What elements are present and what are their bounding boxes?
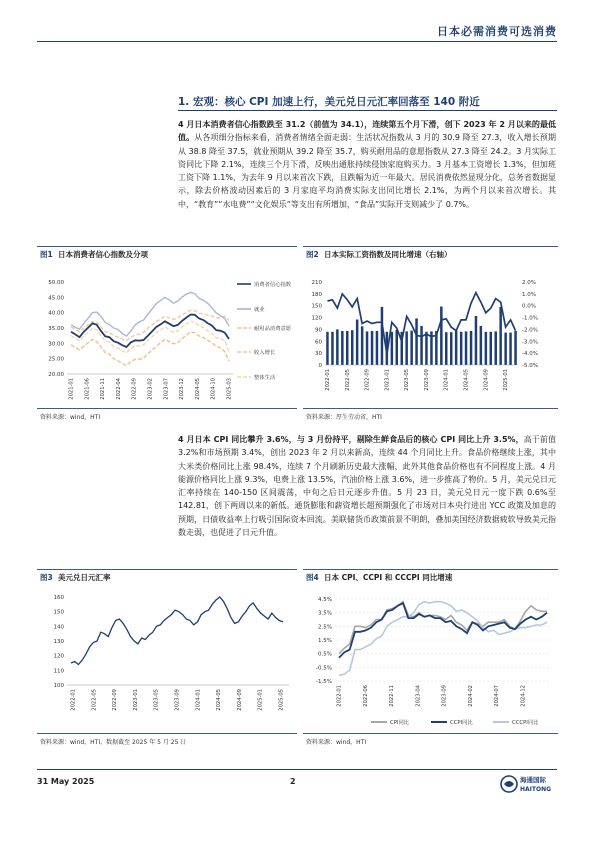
- fig1-x-tick: 2021-11: [100, 378, 107, 400]
- fig2-bar: [465, 331, 468, 365]
- fig2-bar: [376, 331, 379, 365]
- fig1-top-rule: [37, 246, 297, 247]
- fig3-source: 资料来源：wind，HTI，数据截至 2025 年 5 月 25 日: [40, 739, 187, 746]
- fig4-y-tick: 0.5%: [318, 651, 332, 658]
- fig4-x-tick: 2023-09: [441, 685, 448, 707]
- fig4-y-tick: 4.5%: [318, 597, 332, 603]
- fig4-chart: [303, 585, 558, 730]
- fig1-source: 资料来源：wind，HTI: [40, 414, 101, 421]
- fig2-bar: [499, 307, 502, 365]
- fig2-x-tick: 2023-01: [384, 369, 391, 391]
- fig1-y-tick: 35.00: [48, 326, 64, 332]
- fig1-series-line: [71, 332, 229, 365]
- fig3-number: 图3: [40, 573, 53, 582]
- fig4-y-tick: 1.5%: [318, 638, 332, 644]
- fig2-y2-tick: -1.0%: [522, 315, 538, 322]
- haitong-logo-icon: [500, 773, 558, 795]
- fig2-bar: [504, 333, 507, 365]
- fig4-title: [306, 572, 452, 583]
- fig2-y2-tick: -2.0%: [522, 327, 538, 334]
- fig3-x-tick: 2022-01: [70, 689, 77, 711]
- fig3-y-tick: 130: [53, 639, 64, 645]
- fig2-bar: [331, 332, 334, 365]
- fig1-title: [40, 249, 148, 260]
- fig4-legend-label: CPI同比: [390, 720, 410, 726]
- fig2-x-tick: 2024-09: [483, 369, 490, 391]
- paragraph-consumer-confidence: [178, 118, 556, 211]
- fig1-x-tick: 2025-03: [226, 378, 233, 400]
- fig1-x-tick: 2023-02: [147, 378, 154, 400]
- fig1-y-tick: 25.00: [48, 356, 64, 363]
- fig3-title: [40, 572, 110, 583]
- fig3-x-tick: 2024-01: [195, 689, 202, 711]
- fig3-x-tick: 2025-05: [278, 689, 285, 711]
- fig2-bar: [410, 331, 413, 365]
- fig2-x-tick: 2023-05: [404, 369, 411, 391]
- fig2-bar: [371, 331, 374, 365]
- footer-divider: [37, 769, 557, 770]
- header-divider: [37, 41, 557, 42]
- fig4-number: 图4: [306, 573, 319, 582]
- fig4-y-tick: 3.5%: [318, 610, 332, 617]
- fig1-series-line: [71, 321, 229, 353]
- fig1-title-text: 日本消费者信心指数及分项: [57, 250, 148, 259]
- fig3-chart: [37, 585, 297, 730]
- fig2-bar: [391, 332, 394, 365]
- fig2-x-tick: 2023-09: [423, 369, 430, 391]
- fig3-y-tick: 120: [53, 653, 64, 660]
- fig2-chart: [303, 262, 558, 407]
- fig1-legend-label: 耐用品消费意愿: [254, 326, 292, 332]
- haitong-logo: [500, 773, 558, 795]
- fig3-y-tick: 100: [53, 683, 64, 689]
- fig4-x-tick: 2024-12: [520, 685, 527, 707]
- paragraph-cpi: [178, 433, 556, 539]
- fig2-bar: [425, 332, 428, 365]
- section-divider: [178, 110, 557, 111]
- fig4-x-tick: 2022-06: [362, 685, 369, 707]
- fig2-bar: [445, 332, 448, 365]
- fig3-x-tick: 2025-01: [257, 689, 264, 711]
- fig1-x-tick: 2022-09: [131, 378, 138, 400]
- fig2-y-tick: 0: [318, 363, 322, 369]
- fig2-x-tick: 2024-05: [463, 369, 470, 391]
- fig4-y-tick: -0.5%: [316, 665, 332, 672]
- fig4-y-tick: 2.5%: [318, 624, 332, 631]
- fig2-x-tick: 2022-01: [324, 369, 331, 391]
- fig3-y-tick: 110: [53, 668, 64, 675]
- fig2-y2-tick: 1.0%: [522, 291, 536, 298]
- fig2-bar: [415, 318, 418, 365]
- fig4-x-tick: 2022-01: [336, 685, 343, 707]
- fig2-title: [306, 249, 451, 260]
- fig4-series-line: [339, 603, 547, 658]
- fig4-x-tick: 2024-07: [494, 685, 501, 707]
- fig1-series-line: [71, 310, 229, 340]
- report-date: 31 May 2025: [37, 777, 95, 786]
- fig2-bar: [470, 331, 473, 365]
- section-heading: 1. 宏观：核心 CPI 加速上行，美元兑日元汇率回落至 140 附近: [178, 96, 480, 108]
- fig2-bar: [366, 331, 369, 365]
- fig1-chart: [37, 262, 297, 407]
- fig1-y-tick: 50.00: [48, 280, 64, 286]
- fig2-bar: [480, 326, 483, 365]
- fig2-bar: [485, 332, 488, 365]
- fig3-bottom-rule: [37, 733, 297, 734]
- fig2-y-tick: 180: [311, 291, 322, 298]
- fig4-title-text: 日本 CPI、CCPI 和 CCCPI 同比增速: [323, 573, 453, 582]
- fig3-y-tick: 150: [53, 609, 64, 616]
- fig2-bar: [381, 307, 384, 365]
- fig2-bar: [326, 332, 329, 365]
- fig4-legend-label: CCCPI同比: [512, 720, 539, 726]
- fig2-bar: [514, 331, 517, 365]
- fig2-x-tick: 2022-05: [344, 369, 351, 391]
- fig1-y-tick: 45.00: [48, 295, 64, 302]
- fig1-x-tick: 2023-07: [163, 378, 170, 400]
- fig1-x-tick: 2024-10: [210, 378, 217, 400]
- fig2-number: 图2: [306, 250, 319, 259]
- fig3-x-tick: 2022-05: [91, 689, 98, 711]
- fig4-y-tick: -1.5%: [316, 679, 332, 685]
- fig2-y2-tick: 0.0%: [522, 303, 536, 310]
- fig2-bottom-rule: [303, 408, 558, 409]
- fig3-x-tick: 2023-09: [174, 689, 181, 711]
- logo-en-text: HAITONG: [520, 786, 552, 793]
- fig3-y-tick: 160: [53, 595, 64, 601]
- fig2-title-text: 日本实际工资指数及同比增速（右轴）: [323, 250, 452, 259]
- fig3-x-tick: 2024-09: [236, 689, 243, 711]
- fig2-bar: [351, 330, 354, 365]
- fig2-y2-tick: -3.0%: [522, 339, 538, 346]
- fig3-x-tick: 2023-01: [132, 689, 139, 711]
- fig1-x-tick: 2021-06: [84, 378, 91, 400]
- fig2-x-tick: 2025-01: [503, 369, 510, 391]
- fig4-source: 资料来源：wind，HTI: [306, 739, 367, 746]
- fig2-y-tick: 30: [315, 351, 322, 358]
- fig4-x-tick: 2023-04: [415, 685, 422, 707]
- fig2-bar: [460, 332, 463, 365]
- logo-cn-text: 海通国际: [520, 776, 546, 784]
- fig1-legend-label: 整体生活: [254, 375, 276, 381]
- fig1-bottom-rule: [37, 408, 297, 409]
- fig4-x-tick: 2022-11: [389, 685, 396, 707]
- fig3-x-tick: 2024-05: [216, 689, 223, 711]
- paragraph-body: 高于前值 3.2%和市场预期 3.4%，创出 2023 年 2 月以来新高，连续 44 个月同比上升。食品价格继续上涨，其中大米类价格同比上涨 98.4%，连续 7 个月刷新历史最大涨幅，此外其他食品价格也有不同程度上涨。4 月能源价格同比上涨 9.3%，电费上涨 13.5%，汽油价格上涨 3.6%，进一步推高了物价。5 月，美元兑日元汇率持续在 140-150 区间震荡，中旬之后日元逐步升值。5 月 23 日，美元兑日元一度下跌 0.6%至 142.81，创下两周以来的新低。通货膨胀和薪资增长超预期强化了市场对日本央行进出 YCC 政策及加息的预期，日债收益率上行吸引国际资本回流。美联储货币政策前景不明朗，叠加美国经济数据疲软导致美元指数走弱，也促进了日元升值。: [178, 435, 556, 538]
- fig1-y-tick: 40.00: [48, 310, 64, 317]
- fig2-bar: [361, 326, 364, 365]
- fig1-x-tick: 2021-01: [68, 378, 75, 400]
- fig1-series-line: [71, 315, 229, 348]
- fig2-bar: [405, 331, 408, 365]
- fig2-y2-tick: -4.0%: [522, 351, 538, 358]
- page-number: 2: [290, 777, 296, 786]
- fig2-bar: [509, 333, 512, 365]
- fig2-bar: [341, 331, 344, 365]
- fig1-y-tick: 30.00: [48, 341, 64, 348]
- fig2-bar: [336, 329, 339, 365]
- fig2-bar: [455, 330, 458, 365]
- paragraph-body: 从各项细分指标来看，消费者情绪全面走弱：生活状况指数从 3 月的 30.9 降至 27.3，收入增长预期从 38.8 降至 37.5，就业预期从 39.2 降至 35.7，购买耐用品的意愿指数从 27.3 降至 24.2。3 月实际工资同比下降 2.1%，连续三个月下滑，反映出通胀持续侵蚀家庭购买力。3 月基本工资增长 1.3%，但加班工资下降 1.1%，为去年 9 月以来首次下跌，且跌幅为近一年最大。居民消费依然显现分化，总务省数据显示，除去价格波动因素后的 3 月家庭平均消费实际支出同比增长 2.1%，为两个月以来首次增长。其中，“教育”“水电费”“文化娱乐”等支出有所增加，“食品”实际开支则减少了 0.7%。: [178, 133, 556, 209]
- fig2-y-tick: 210: [311, 280, 322, 286]
- paragraph-lead: 4 月日本 CPI 同比攀升 3.6%，与 3 月份持平，剔除生鲜食品后的核心 CPI 同比上升 3.5%，: [178, 435, 524, 444]
- fig2-top-rule: [303, 246, 558, 247]
- fig4-x-tick: 2024-02: [467, 685, 474, 707]
- fig2-bar: [440, 307, 443, 366]
- fig2-y-tick: 150: [311, 303, 322, 310]
- fig3-x-tick: 2022-09: [112, 689, 119, 711]
- fig1-legend-label: 收入增长: [254, 350, 276, 356]
- fig1-x-tick: 2022-04: [115, 378, 122, 400]
- report-category-title: 日本必需消费可选消费: [437, 25, 557, 38]
- fig4-bottom-rule: [303, 733, 558, 734]
- fig3-title-text: 美元兑日元汇率: [57, 573, 111, 582]
- fig2-bar: [396, 330, 399, 365]
- fig2-y-tick: 60: [315, 339, 322, 346]
- fig1-legend-label: 就业: [254, 307, 265, 313]
- fig3-top-rule: [37, 569, 297, 570]
- fig2-source: 资料来源：厚生劳动省，HTI: [306, 414, 382, 421]
- fig2-bar: [490, 332, 493, 365]
- fig3-usdjpy-line: [71, 597, 283, 665]
- fig2-x-tick: 2024-01: [443, 369, 450, 391]
- fig2-bar: [495, 331, 498, 365]
- fig2-bar: [356, 320, 359, 366]
- fig2-bar: [475, 316, 478, 365]
- fig4-top-rule: [303, 569, 558, 570]
- fig1-x-tick: 2024-05: [194, 378, 201, 400]
- fig1-number: 图1: [40, 250, 53, 259]
- fig2-y-tick: 120: [311, 315, 322, 322]
- fig2-bar: [420, 326, 423, 365]
- fig1-legend-label: 消费者信心指数: [254, 282, 292, 288]
- fig2-y-tick: 90: [315, 327, 322, 334]
- fig3-y-tick: 140: [53, 624, 64, 631]
- paragraph-lead: 4 月日本消费者信心指数跌至 31.2（前值为 34.1），连续第五个月下滑，创下 2023 年 2 月以来的最低值。: [178, 120, 556, 143]
- fig2-y2-tick: -5.0%: [522, 363, 538, 369]
- fig2-bar: [450, 332, 453, 365]
- fig2-bar: [346, 331, 349, 365]
- fig3-x-tick: 2023-05: [153, 689, 160, 711]
- fig2-y2-tick: 2.0%: [522, 280, 536, 286]
- fig4-legend-label: CCPI同比: [450, 720, 473, 726]
- fig2-x-tick: 2022-09: [364, 369, 371, 391]
- fig1-y-tick: 20.00: [48, 372, 64, 378]
- fig1-x-tick: 2023-12: [179, 378, 186, 400]
